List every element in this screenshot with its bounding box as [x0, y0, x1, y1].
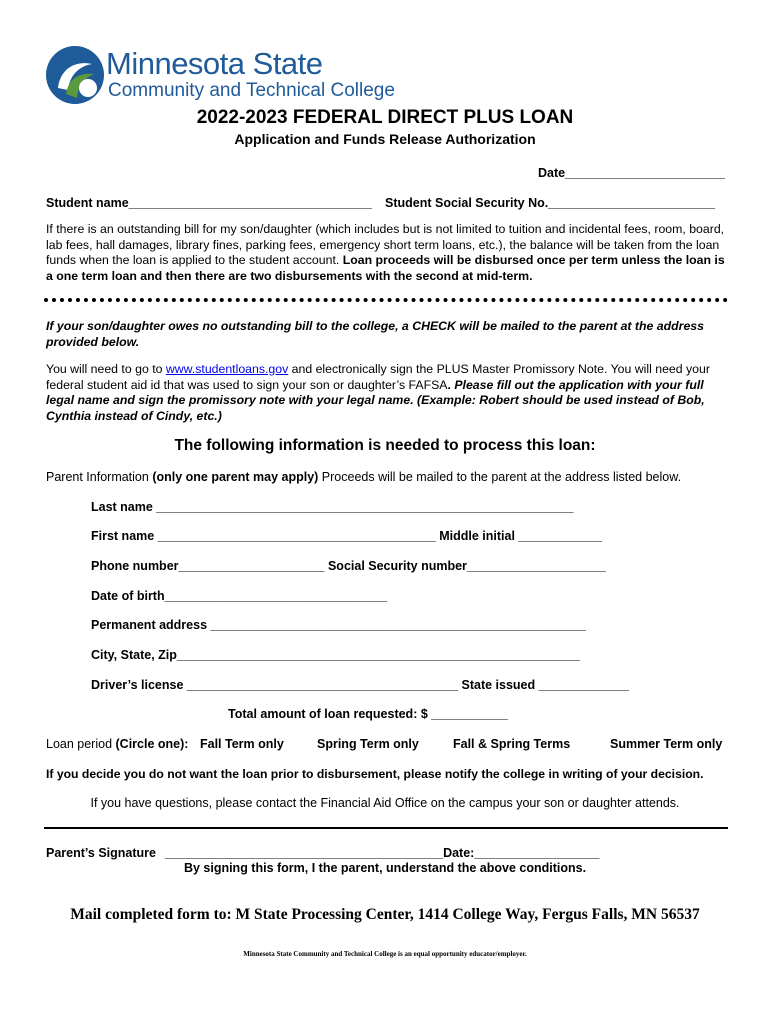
parent-info-bold: (only one parent may apply) — [152, 470, 319, 484]
circle-one-text: (Circle one): — [115, 737, 189, 751]
option-fall-term[interactable]: Fall Term only — [200, 737, 284, 751]
signature-line[interactable]: ________________________________________Date:__________________ — [165, 846, 600, 860]
first-name-field[interactable]: First name ________________________________________ Middle initial ____________ — [91, 529, 602, 543]
student-ssn-field[interactable]: Student Social Security No.________________________ — [385, 196, 716, 210]
logo-text-main: Minnesota State — [106, 46, 323, 81]
loan-period-text: Loan period — [46, 737, 116, 751]
form-title: 2022-2023 FEDERAL DIRECT PLUS LOAN — [196, 107, 574, 128]
studentloans-pre: You will need to go to — [46, 362, 166, 376]
questions-notice: If you have questions, please contact the Financial Aid Office on the campus your son or daughter attends. — [90, 796, 680, 810]
cancel-loan-notice: If you decide you do not want the loan prior to disbursement, please notify the college in writing of your decision. — [46, 767, 704, 781]
phone-ssn-field[interactable]: Phone number_____________________ Social Security number____________________ — [91, 559, 606, 573]
option-summer-term[interactable]: Summer Term only — [610, 737, 723, 751]
studentloans-link[interactable]: www.studentloans.gov — [165, 362, 289, 376]
outstanding-bill-paragraph — [46, 222, 726, 284]
parent-info-post: Proceeds will be mailed to the parent at the address listed below. — [318, 470, 682, 484]
equal-opportunity-footer: Minnesota State Community and Technical College is an equal opportunity educator/employer. — [243, 950, 527, 958]
drivers-license-field[interactable]: Driver’s license _______________________________________ State issued _____________ — [91, 678, 629, 692]
studentloans-post: and electronically sign the PLUS Master Promissory Note. You will need your federal student aid id that was used to sign your son or daughter’s FAFSA — [46, 362, 710, 392]
loan-amount-field[interactable]: Total amount of loan requested: $ ___________ — [228, 707, 508, 721]
signature-label: Parent’s Signature — [46, 846, 156, 860]
option-fall-spring[interactable]: Fall & Spring Terms — [453, 737, 571, 751]
mail-instructions: Mail completed form to: M State Processing Center, 1414 College Way, Fergus Falls, MN 56537 — [70, 906, 700, 923]
parent-info-pre: Parent Information — [46, 470, 153, 484]
signature-note: By signing this form, I the parent, understand the above conditions. — [183, 861, 587, 875]
studentloans-paragraph — [46, 362, 726, 424]
horizontal-rule — [44, 827, 728, 829]
parent-info-line — [46, 470, 681, 484]
college-logo-icon — [44, 44, 106, 106]
date-field[interactable]: Date_______________________ — [538, 166, 725, 180]
no-bill-note: If your son/daughter owes no outstanding bill to the college, a CHECK will be mailed to the parent at the address provided below. — [46, 319, 704, 349]
college-logo — [44, 44, 395, 108]
last-name-field[interactable]: Last name ____________________________________________________________ — [91, 500, 574, 514]
studentloans-dot: . — [447, 377, 451, 392]
date-of-birth-field[interactable]: Date of birth________________________________ — [91, 589, 388, 603]
permanent-address-field[interactable]: Permanent address ______________________________________________________ — [91, 618, 586, 632]
outstanding-bill-text: If there is an outstanding bill for my son/daughter (which includes but is not limited to tuition and incidental fees, room, board, lab fees, hall damages, library fines, parking fees, emergency short term loans, etc.), the balance will be taken from the loan funds when the loan is applied to the student account. — [46, 222, 725, 267]
logo-text-sub: Community and Technical College — [108, 80, 395, 101]
option-spring-term[interactable]: Spring Term only — [317, 737, 419, 751]
loan-period-label — [46, 737, 188, 751]
form-subtitle: Application and Funds Release Authorization — [234, 131, 536, 147]
disbursement-note: Loan proceeds will be disbursed once per term unless the loan is a one term loan and then there are two disbursements with the second at mid-term. — [46, 253, 725, 283]
section-heading: The following information is needed to process this loan: — [174, 437, 596, 454]
dotted-divider — [44, 298, 728, 302]
legal-name-note: Please fill out the application with your full legal name and sign the promissory note with your legal name. (Example: Robert should be used instead of Bob, Cynthia instead of Cindy, etc.) — [46, 377, 705, 423]
student-name-field[interactable]: Student name___________________________________ — [46, 196, 372, 210]
city-state-zip-field[interactable]: City, State, Zip__________________________________________________________ — [91, 648, 581, 662]
